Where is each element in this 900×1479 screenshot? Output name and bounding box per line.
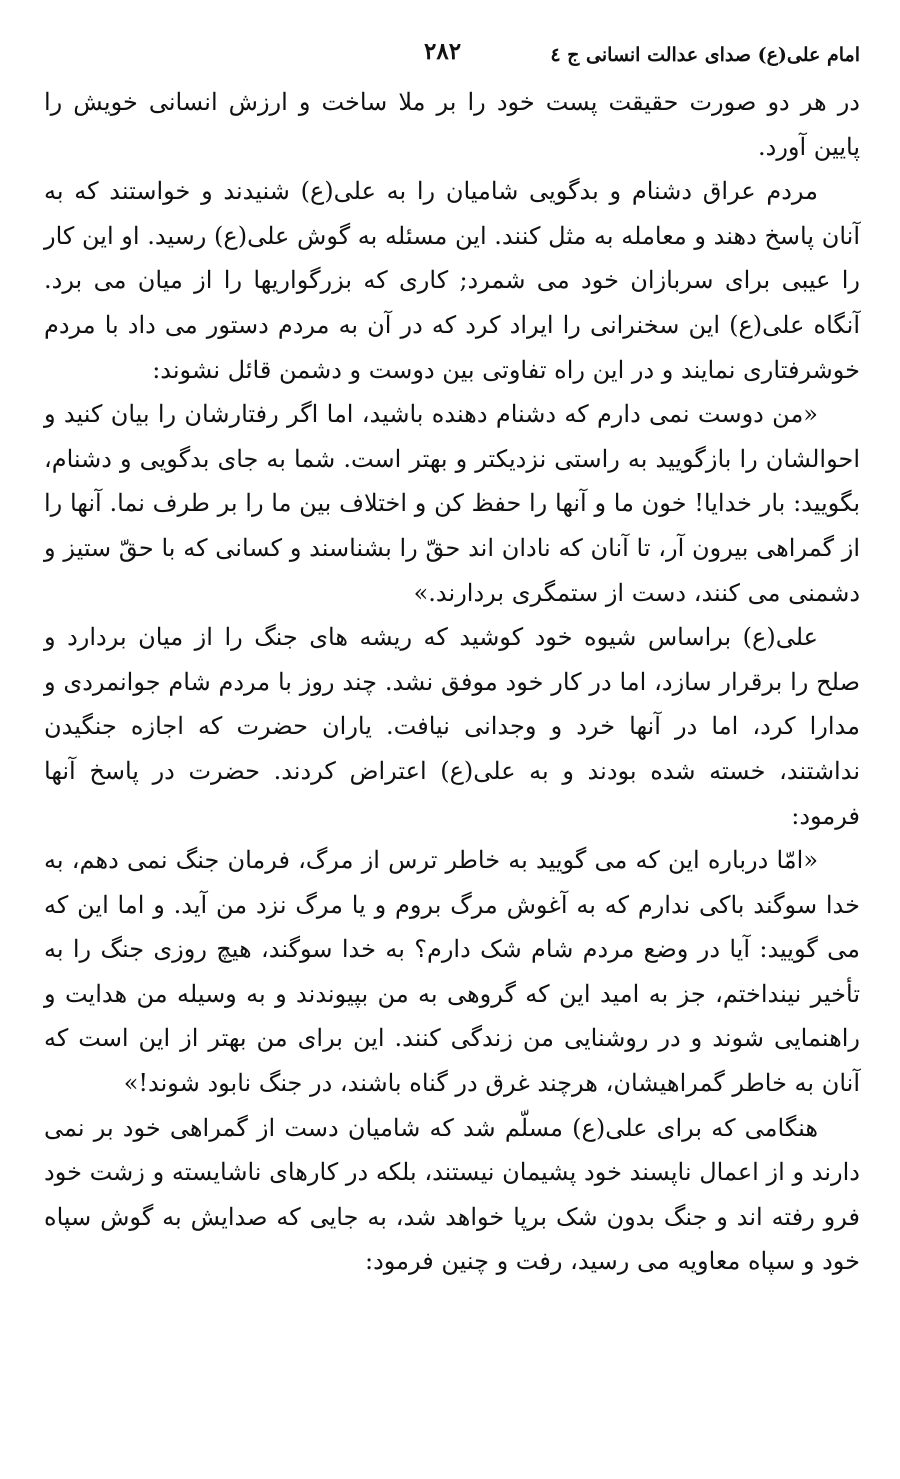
paragraph-3: علی(ع) براساس شیوه خود کوشید که ریشه های جنگ را از میان بردارد و صلح را برقرار سازد، اما در کار خود موفق نشد. چند روز با مردم شام جوانمردی و مدارا کرد، اما در آنها خرد و وجدانی نیافت. یاران حضرت که اجازه جنگیدن نداشتند، خسته شده بودند و به علی(ع) اعتراض کردند. حضرت در پاسخ آنها فرمود: <box>44 623 860 830</box>
paragraph-4: هنگامی که برای علی(ع) مسلّم شد که شامیان دست از گمراهی خود بر نمی دارند و از اعمال ناپسند خود پشیمان نیستند، بلکه در کارهای ناشایسته و زشت خود فرو رفته اند و جنگ بدون شک برپا خواهد شد، به جایی که صدایش به گوش سپاه خود و سپاه معاویه می رسید، رفت و چنین فرمود: <box>44 1113 860 1276</box>
paragraph-1: در هر دو صورت حقیقت پست خود را بر ملا ساخت و ارزش انسانی خویش را پایین آورد. <box>44 88 860 161</box>
body-text <box>44 80 860 1284</box>
running-head-title: امام علی(ع) صدای عدالت انسانی ج ٤ <box>550 44 860 66</box>
page-number: ٢٨٢ <box>424 38 462 65</box>
quote-paragraph-2: «امّا درباره این که می گویید به خاطر ترس از مرگ، فرمان جنگ نمی دهم، به خدا سوگند باکی ندارم که به آغوش مرگ بروم و یا مرگ نزد من آید. و اما این که می گویید: آیا در وضع مردم شام شک دارم؟ به خدا سوگند، هیچ روزی جنگ را به تأخیر نینداختم، جز به امید این که گروهی به من بپیوندند و به وسیله من هدایت و راهنمایی شوند و در روشنایی من زندگی کنند. این برای من بهتر از این است که آنان به خاطر گمراهیشان، هرچند غرق در گناه باشند، در جنگ نابود شوند!» <box>44 846 860 1098</box>
quote-paragraph-1: «من دوست نمی دارم که دشنام دهنده باشید، اما اگر رفتارشان را بیان کنید و احوالشان را بازگویید به راستی نزدیکتر و بهتر است. شما به جای بدگویی و دشنام، بگویید: بار خدایا! خون ما و آنها را حفظ کن و اختلاف بین ما را بر طرف نما. آنها را از گمراهی بیرون آر، تا آنان که نادان اند حقّ را بشناسند و کسانی که با حقّ ستیز و دشمنی می کنند، دست از ستمگری بردارند.» <box>44 400 861 607</box>
page-header <box>44 34 860 74</box>
paragraph-2: مردم عراق دشنام و بدگویی شامیان را به علی(ع) شنیدند و خواستند که به آنان پاسخ دهند و معامله به مثل کنند. این مسئله به گوش علی(ع) رسید. او این کار را عیبی برای سربازان خود می شمرد; کاری که بزرگواریها را از میان می برد. آنگاه علی(ع) این سخنرانی را ایراد کرد که در آن به مردم دستور می داد با مردم خوشرفتاری نمایند و در این راه تفاوتی بین دوست و دشمن قائل نشوند: <box>44 177 860 384</box>
